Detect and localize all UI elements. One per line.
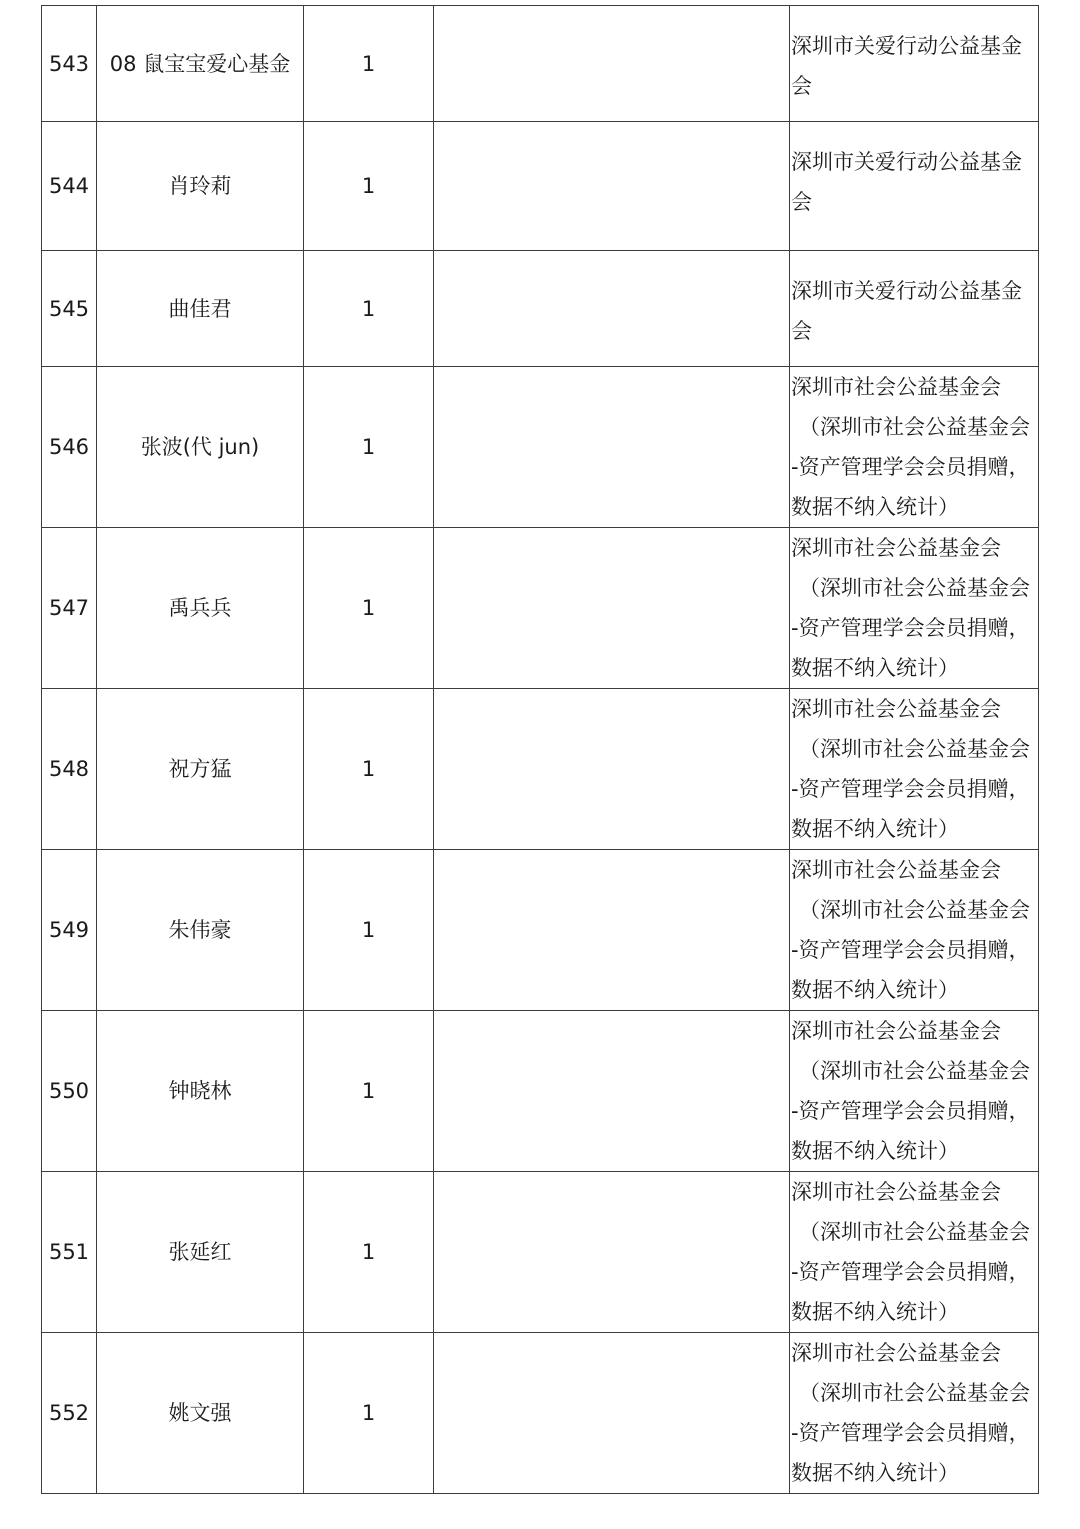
note-cell bbox=[434, 689, 790, 850]
organization-line: 数据不纳入统计） bbox=[791, 495, 959, 519]
organization-cell bbox=[790, 528, 1039, 689]
donor-name: 肖玲莉 bbox=[97, 122, 304, 251]
organization-line: -资产管理学会会员捐赠， bbox=[791, 616, 1030, 640]
row-number: 543 bbox=[42, 6, 97, 122]
organization-line: 深圳市社会公益基金会 bbox=[791, 536, 1001, 560]
table-row bbox=[42, 251, 1039, 367]
organization-line: （深圳市社会公益基金会 bbox=[799, 737, 1030, 761]
organization-line: 深圳市社会公益基金会 bbox=[791, 1341, 1001, 1365]
donor-name: 禹兵兵 bbox=[97, 528, 304, 689]
table-row bbox=[42, 850, 1039, 1011]
row-number: 548 bbox=[42, 689, 97, 850]
organization-cell bbox=[790, 6, 1039, 122]
organization-line: -资产管理学会会员捐赠， bbox=[791, 455, 1030, 479]
organization-line: 数据不纳入统计） bbox=[791, 1300, 959, 1324]
row-number: 545 bbox=[42, 251, 97, 367]
note-cell bbox=[434, 6, 790, 122]
quantity: 1 bbox=[304, 528, 434, 689]
organization-line: 深圳市社会公益基金会 bbox=[791, 858, 1001, 882]
organization-line: （深圳市社会公益基金会 bbox=[799, 1381, 1030, 1405]
organization-line: （深圳市社会公益基金会 bbox=[799, 1220, 1030, 1244]
donor-name: 朱伟豪 bbox=[97, 850, 304, 1011]
table-row bbox=[42, 367, 1039, 528]
table-row bbox=[42, 528, 1039, 689]
organization-line: 数据不纳入统计） bbox=[791, 1461, 959, 1485]
organization-cell bbox=[790, 689, 1039, 850]
row-number: 549 bbox=[42, 850, 97, 1011]
organization-line: （深圳市社会公益基金会 bbox=[799, 898, 1030, 922]
note-cell bbox=[434, 1333, 790, 1494]
donor-name: 祝方猛 bbox=[97, 689, 304, 850]
note-cell bbox=[434, 122, 790, 251]
quantity: 1 bbox=[304, 367, 434, 528]
organization-line: （深圳市社会公益基金会 bbox=[799, 576, 1030, 600]
organization-line: 数据不纳入统计） bbox=[791, 817, 959, 841]
organization-line: 数据不纳入统计） bbox=[791, 1139, 959, 1163]
organization-cell bbox=[790, 850, 1039, 1011]
note-cell bbox=[434, 528, 790, 689]
note-cell bbox=[434, 850, 790, 1011]
donor-name: 姚文强 bbox=[97, 1333, 304, 1494]
organization-line: 数据不纳入统计） bbox=[791, 656, 959, 680]
organization-line: 深圳市社会公益基金会 bbox=[791, 1019, 1001, 1043]
row-number: 552 bbox=[42, 1333, 97, 1494]
donor-name: 曲佳君 bbox=[97, 251, 304, 367]
row-number: 550 bbox=[42, 1011, 97, 1172]
organization-line: （深圳市社会公益基金会 bbox=[799, 415, 1030, 439]
table-row bbox=[42, 122, 1039, 251]
donor-name: 张波(代 jun) bbox=[97, 367, 304, 528]
organization-line: -资产管理学会会员捐赠， bbox=[791, 1260, 1030, 1284]
quantity: 1 bbox=[304, 689, 434, 850]
table-row bbox=[42, 1011, 1039, 1172]
organization-cell bbox=[790, 367, 1039, 528]
organization-line: -资产管理学会会员捐赠， bbox=[791, 1421, 1030, 1445]
quantity: 1 bbox=[304, 251, 434, 367]
note-cell bbox=[434, 251, 790, 367]
row-number: 546 bbox=[42, 367, 97, 528]
organization-line: 深圳市关爱行动公益基金 bbox=[791, 150, 1022, 174]
organization-line: 会 bbox=[791, 190, 812, 214]
quantity: 1 bbox=[304, 6, 434, 122]
table-body bbox=[42, 6, 1039, 1494]
quantity: 1 bbox=[304, 122, 434, 251]
organization-line: -资产管理学会会员捐赠， bbox=[791, 777, 1030, 801]
organization-cell bbox=[790, 251, 1039, 367]
row-number: 544 bbox=[42, 122, 97, 251]
note-cell bbox=[434, 1172, 790, 1333]
quantity: 1 bbox=[304, 850, 434, 1011]
organization-line: -资产管理学会会员捐赠， bbox=[791, 938, 1030, 962]
donor-name: 张延红 bbox=[97, 1172, 304, 1333]
organization-line: 深圳市社会公益基金会 bbox=[791, 1180, 1001, 1204]
organization-cell bbox=[790, 1333, 1039, 1494]
table-row bbox=[42, 1333, 1039, 1494]
quantity: 1 bbox=[304, 1333, 434, 1494]
organization-cell bbox=[790, 1011, 1039, 1172]
organization-line: 会 bbox=[791, 74, 812, 98]
row-number: 551 bbox=[42, 1172, 97, 1333]
note-cell bbox=[434, 367, 790, 528]
organization-line: 深圳市社会公益基金会 bbox=[791, 697, 1001, 721]
organization-line: 会 bbox=[791, 319, 812, 343]
organization-line: 深圳市关爱行动公益基金 bbox=[791, 34, 1022, 58]
note-cell bbox=[434, 1011, 790, 1172]
organization-line: 数据不纳入统计） bbox=[791, 978, 959, 1002]
table-row bbox=[42, 689, 1039, 850]
organization-line: 深圳市关爱行动公益基金 bbox=[791, 279, 1022, 303]
organization-cell bbox=[790, 1172, 1039, 1333]
table-row bbox=[42, 1172, 1039, 1333]
organization-line: -资产管理学会会员捐赠， bbox=[791, 1099, 1030, 1123]
organization-line: 深圳市社会公益基金会 bbox=[791, 375, 1001, 399]
quantity: 1 bbox=[304, 1172, 434, 1333]
row-number: 547 bbox=[42, 528, 97, 689]
organization-cell bbox=[790, 122, 1039, 251]
table-row bbox=[42, 6, 1039, 122]
quantity: 1 bbox=[304, 1011, 434, 1172]
organization-line: （深圳市社会公益基金会 bbox=[799, 1059, 1030, 1083]
donor-name: 08 鼠宝宝爱心基金 bbox=[97, 6, 304, 122]
donation-table bbox=[41, 5, 1039, 1494]
donor-name: 钟晓林 bbox=[97, 1011, 304, 1172]
